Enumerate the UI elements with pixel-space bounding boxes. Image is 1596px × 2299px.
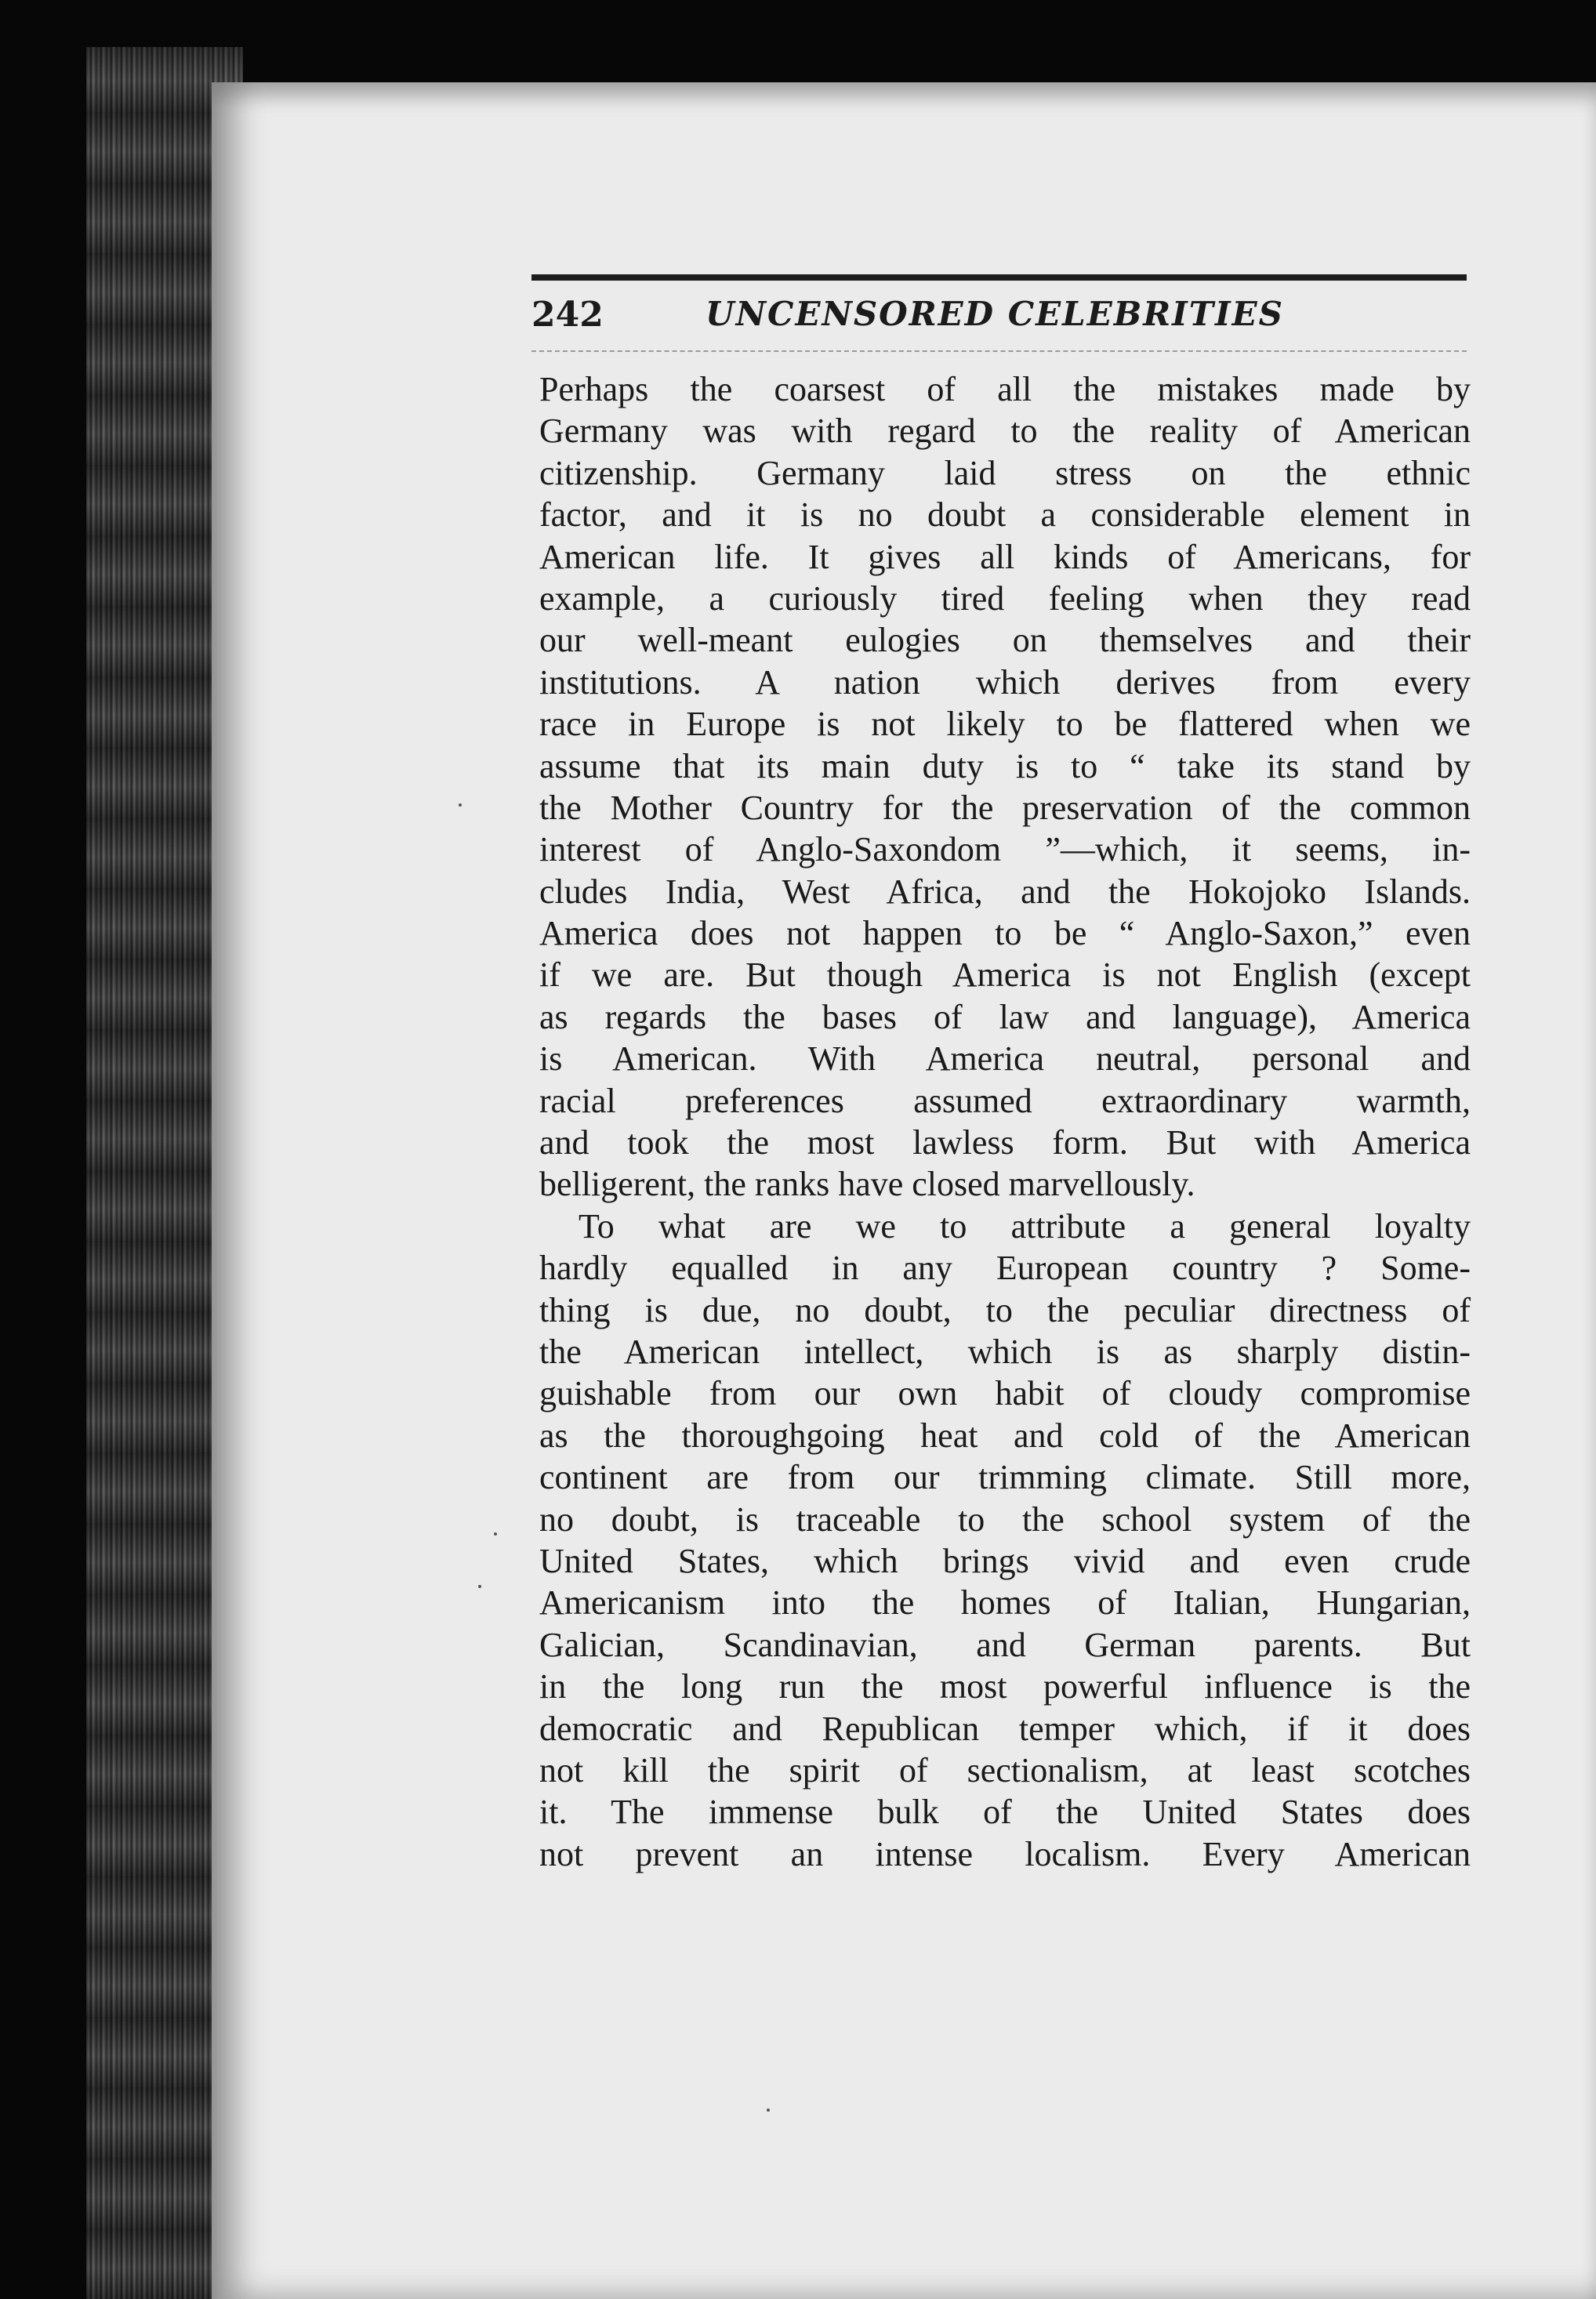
text-line: assume that its main duty is to “ take its stand by	[539, 746, 1471, 785]
text-line: hardly equalled in any European country ? Some-	[539, 1249, 1471, 1288]
text-line: is American. With America neutral, personal and	[539, 1039, 1471, 1079]
text-line: cludes India, West Africa, and the Hokojoko Islands.	[539, 872, 1471, 911]
text-line: United States, which brings vivid and even crude	[539, 1541, 1471, 1580]
header-rule	[531, 274, 1467, 281]
text-line: our well-meant eulogies on themselves and their	[539, 621, 1471, 660]
text-line: and took the most lawless form. But with America	[539, 1123, 1471, 1162]
text-line: as regards the bases of law and language), America	[539, 997, 1471, 1036]
text-line: institutions. A nation which derives from every	[539, 662, 1471, 702]
text-line: American life. It gives all kinds of Americans, for	[539, 537, 1471, 576]
text-line: Perhaps the coarsest of all the mistakes made by	[539, 370, 1471, 408]
text-line: citizenship. Germany laid stress on the ethnic	[539, 453, 1471, 492]
scan-speck	[478, 1585, 481, 1588]
text-line: America does not happen to be “ Anglo-Saxon,” even	[539, 914, 1471, 953]
scan-speck	[767, 2109, 770, 2112]
text-line: it. The immense bulk of the United States does	[539, 1793, 1471, 1832]
scan-speck	[459, 803, 462, 807]
text-line: the American intellect, which is as sharply distin-	[539, 1332, 1471, 1371]
text-line: as the thoroughgoing heat and cold of the American	[539, 1416, 1471, 1455]
text-line: Germany was with regard to the reality of American	[539, 412, 1471, 451]
text-line: democratic and Republican temper which, if it does	[539, 1709, 1471, 1748]
text-line: thing is due, no doubt, to the peculiar directness of	[539, 1290, 1471, 1329]
text-line: in the long run the most powerful influence is the	[539, 1667, 1471, 1706]
header-underline	[531, 350, 1467, 352]
text-line: example, a curiously tired feeling when they read	[539, 578, 1471, 618]
text-line: Americanism into the homes of Italian, Hungarian,	[539, 1583, 1471, 1623]
page-number: 242	[531, 295, 604, 335]
text-line: the Mother Country for the preservation of the common	[539, 788, 1471, 827]
text-line: continent are from our trimming climate. Still more,	[539, 1458, 1471, 1497]
text-line: Galician, Scandinavian, and German parents. But	[539, 1625, 1471, 1664]
text-line: not kill the spirit of sectionalism, at least scotches	[539, 1750, 1471, 1790]
body-text	[539, 368, 1471, 1875]
page-header	[531, 290, 1467, 345]
text-line: if we are. But though America is not English (except	[539, 955, 1471, 995]
text-line: guishable from our own habit of cloudy compromise	[539, 1374, 1471, 1413]
text-line: not prevent an intense localism. Every American	[539, 1834, 1471, 1873]
text-line: race in Europe is not likely to be flattered when we	[539, 705, 1471, 744]
text-line: no doubt, is traceable to the school system of the	[539, 1499, 1471, 1539]
text-line: To what are we to attribute a general loyalty	[579, 1206, 1471, 1246]
text-line: belligerent, the ranks have closed marvellously.	[539, 1165, 1195, 1204]
text-line: factor, and it is no doubt a considerable element in	[539, 495, 1471, 535]
running-title: UNCENSORED CELEBRITIES	[706, 295, 1285, 333]
scan-speck	[494, 1532, 497, 1536]
text-line: racial preferences assumed extraordinary warmth,	[539, 1081, 1471, 1120]
text-line: interest of Anglo-Saxondom ”—which, it seems, in-	[539, 830, 1471, 869]
